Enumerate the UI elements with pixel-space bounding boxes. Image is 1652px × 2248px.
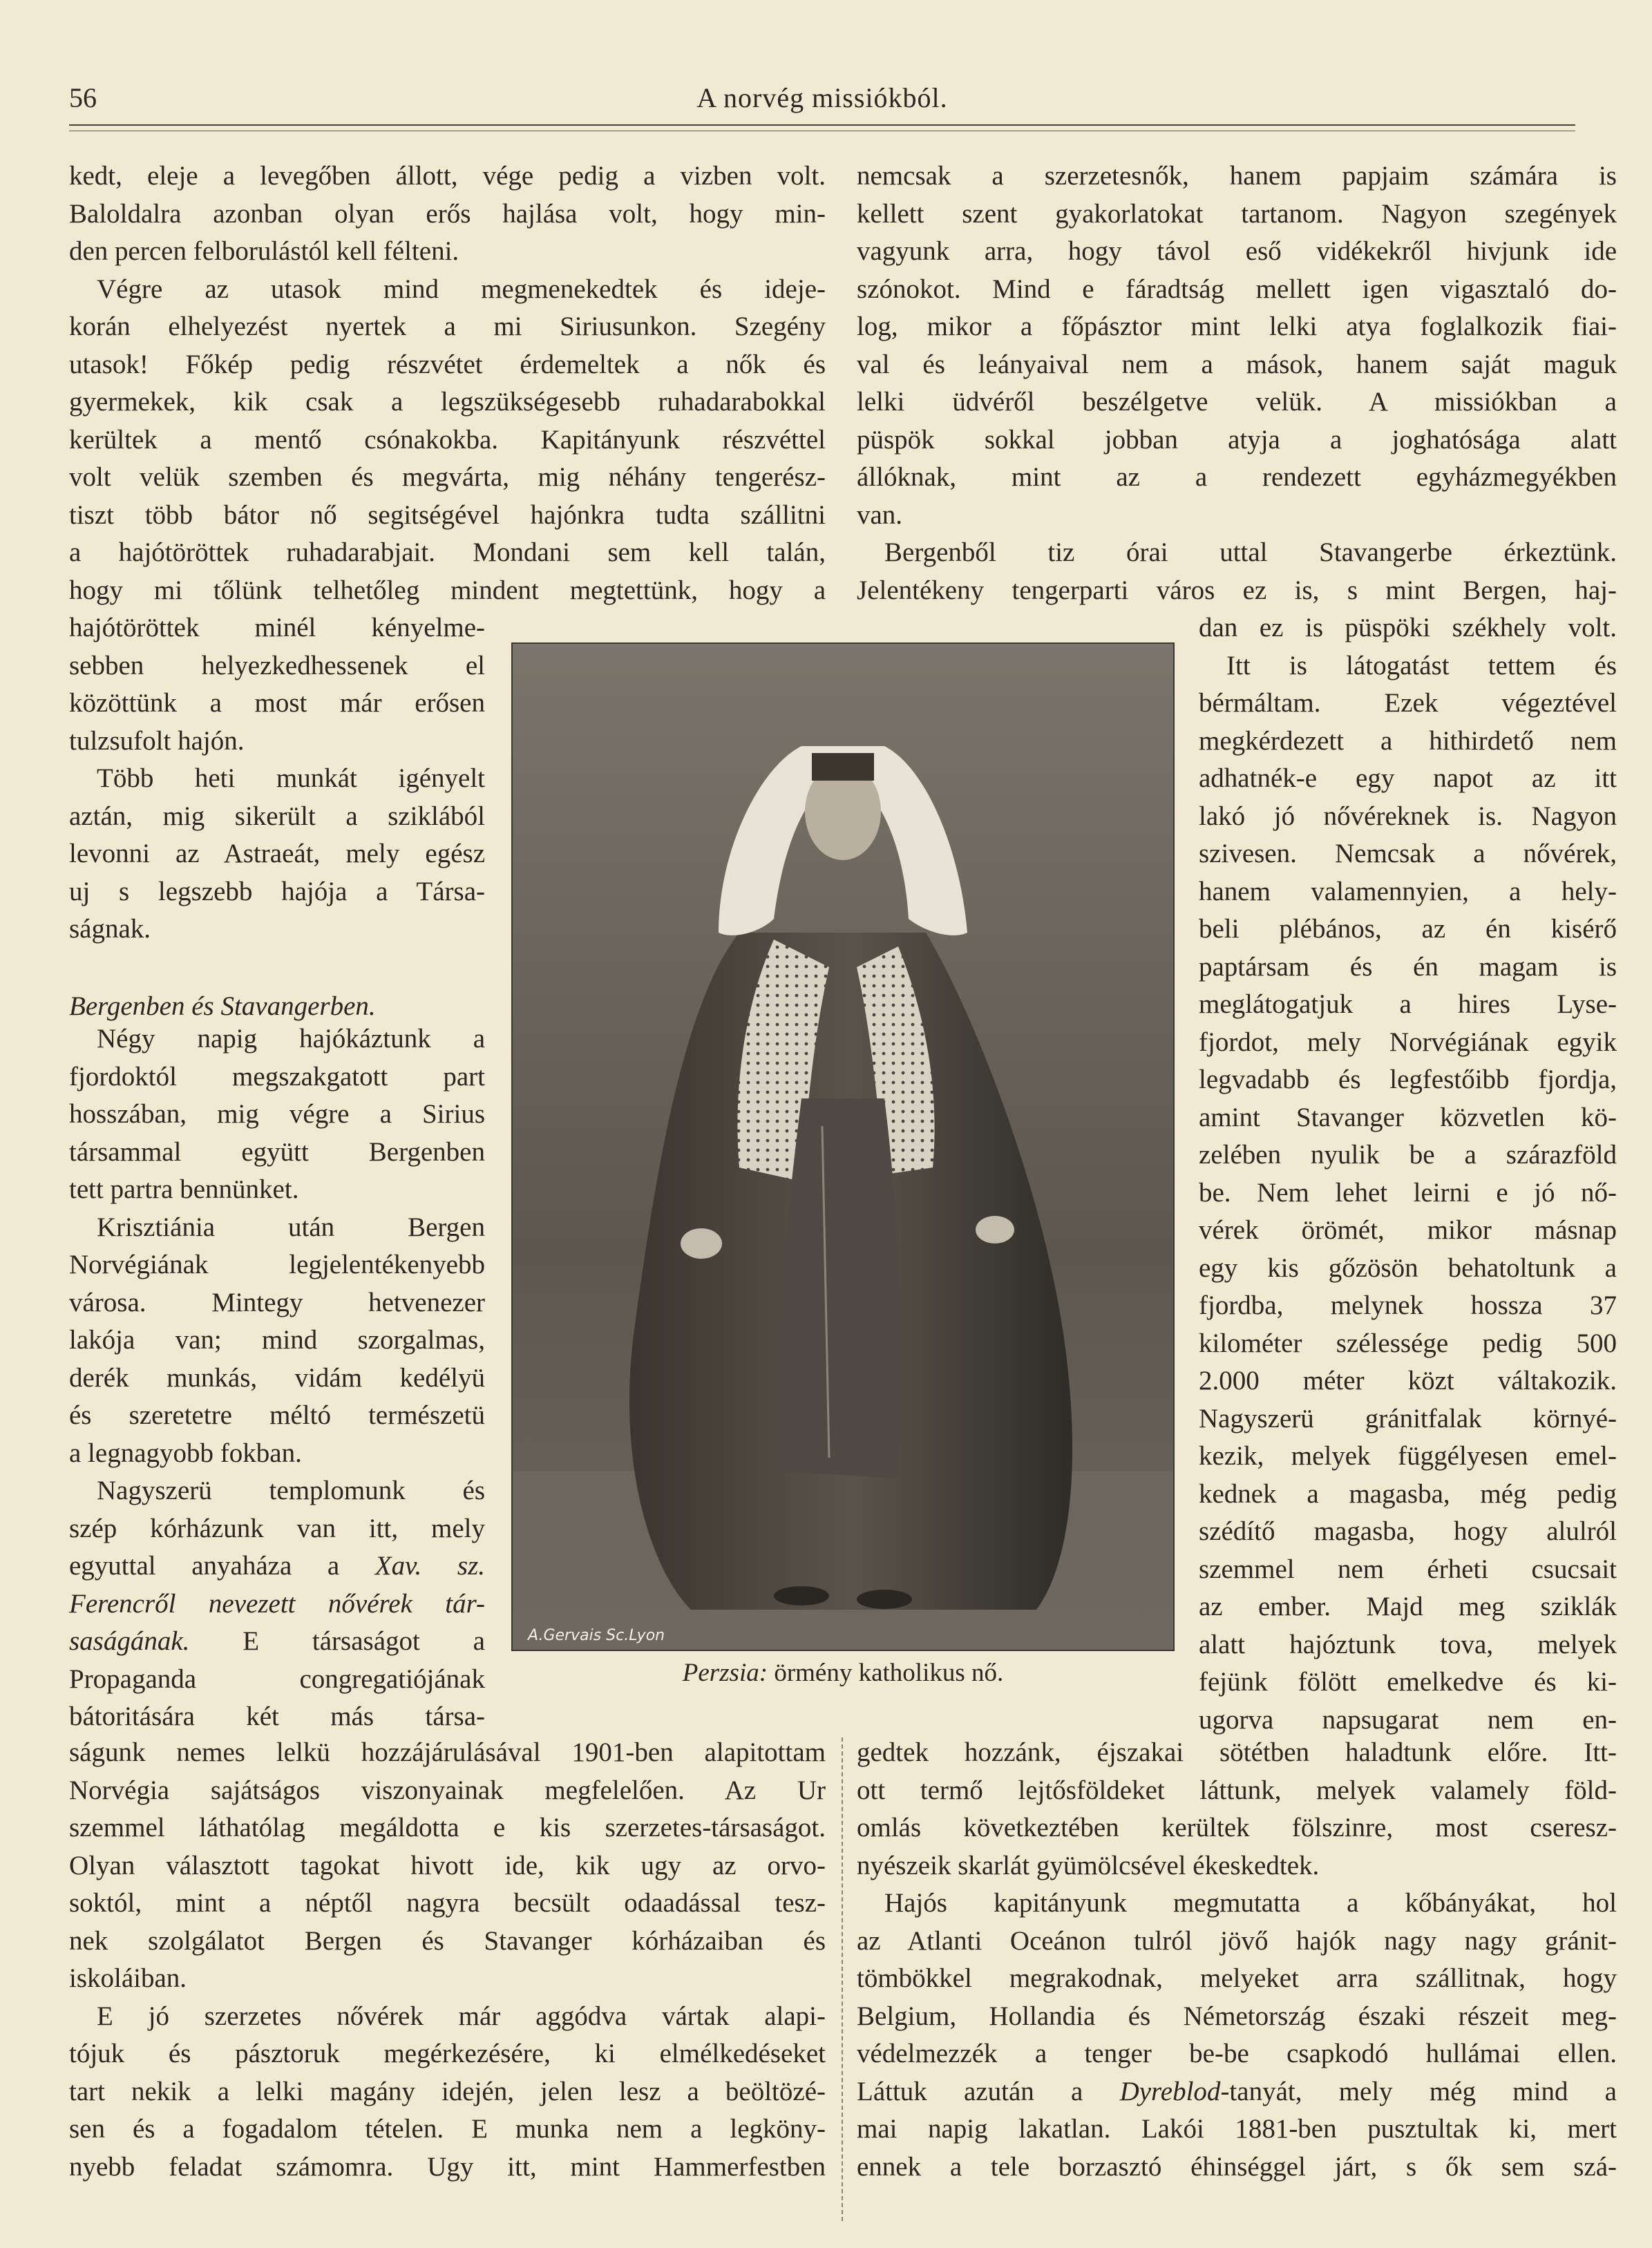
text-line: Ferencről nevezett nővérek tár-: [69, 1588, 485, 1619]
text-line: Norvégiának legjelentékenyebb: [69, 1250, 485, 1279]
running-title: A norvég missiókból.: [696, 82, 948, 113]
text-line: az Atlanti Oceánon tulról jövő hajók nagy nagy gránit-: [857, 1925, 1617, 1956]
text-line: E jó szerzetes nővérek már aggódva vártak alapi-: [97, 2001, 826, 2031]
text-line: ságunk nemes lelkü hozzájárulásával 1901-ben alapitottam: [69, 1737, 826, 1767]
text-line: Propaganda congregatiójának: [69, 1664, 485, 1694]
left-column-narrow: [69, 609, 485, 949]
text-line: ságnak.: [69, 914, 151, 944]
page-header: [69, 82, 1575, 123]
text-line: kezik, melyek függélyesen emel-: [1199, 1441, 1617, 1471]
left-column-narrow-2: [69, 1020, 485, 1736]
text-line: kednek a magasba, még pedig: [1199, 1478, 1617, 1509]
right-column-top: [857, 158, 1617, 609]
text-line: [69, 1547, 485, 1585]
text-line: az ember. Majd meg sziklák: [1199, 1592, 1617, 1621]
photo-credit: A.Gervais Sc.Lyon: [528, 1627, 665, 1644]
text-line: hosszában, mig végre a Sirius: [69, 1099, 485, 1129]
text-line: adhatnék-e egy napot az itt: [1199, 763, 1617, 793]
text-line: Hajós kapitányunk megmutatta a kőbányákat, hol: [884, 1888, 1617, 1918]
header-rule: [69, 124, 1575, 126]
text-line: [69, 1623, 485, 1661]
text-line: alatt hajóztunk tova, melyek: [1199, 1629, 1617, 1659]
text-line: Olyan választott tagokat hivott ide, kik ugy az orvo-: [69, 1850, 826, 1880]
text-line: bérmáltam. Ezek végeztével: [1199, 688, 1617, 718]
text-line: beli plébános, az én kisérő: [1199, 914, 1617, 944]
text-line: közöttünk a most már erősen: [69, 688, 485, 718]
text-line: társammal együtt Bergenben: [69, 1136, 485, 1167]
text-line: kilométer szélessége pedig 500: [1199, 1328, 1617, 1358]
text-fragment: -tanyát, mely még mind a: [1220, 2076, 1617, 2106]
right-column-bottom: [857, 1734, 1617, 2186]
text-line: megkérdezett a hithirdető nem: [1199, 725, 1617, 756]
italic-fragment: Dyreblod: [1083, 2076, 1221, 2106]
text-line: lelki üdvéről beszélgetve velük. A missiókban a: [857, 387, 1617, 417]
caption-place: Perzsia:: [682, 1659, 768, 1687]
text-line: Nagyszerü gránitfalak környé-: [1199, 1403, 1617, 1433]
text-line: szép kórházunk van itt, mely: [69, 1513, 485, 1543]
text-line: nyebb feladat számomra. Ugy itt, mint Hammerfestben: [69, 2151, 826, 2182]
text-line: vérek örömét, mikor másnap: [1199, 1215, 1617, 1245]
left-column-top: [69, 158, 826, 609]
column-divider: [842, 1737, 843, 2221]
text-line: fjordba, melynek hossza 37: [1199, 1290, 1617, 1320]
text-line: Jelentékeny tengerparti város ez is, s mint Bergen, haj-: [857, 575, 1617, 605]
text-line: kedt, eleje a levegőben állott, vége pedig a vizben volt.: [69, 161, 826, 191]
right-column-narrow: [1199, 609, 1617, 1739]
text-line: Láttuk azután a Dyreblod-tanyát, mely még mind a: [857, 2076, 1617, 2106]
text-line: val és leányaival nem a mások, hanem saját maguk: [857, 349, 1617, 379]
text-line: amint Stavanger közvetlen kö-: [1199, 1102, 1617, 1132]
figure-caption: [511, 1658, 1175, 1688]
text-line: fjordot, mely Norvégiának egyik: [1199, 1027, 1617, 1057]
text-line: hanem valamennyien, a hely-: [1199, 876, 1617, 906]
text-line: zelében nyulik be a szárazföld: [1199, 1140, 1617, 1170]
italic-fragment: Xav. sz.: [374, 1551, 485, 1581]
page-number: 56: [69, 82, 97, 113]
text-line: sen és a fogadalom tételen. E munka nem a legköny-: [69, 2114, 826, 2144]
text-line: Krisztiánia után Bergen: [97, 1212, 485, 1242]
text-line: uj s legszebb hajója a Társa-: [69, 876, 485, 906]
italic-fragment: saságának.: [69, 1626, 243, 1656]
text-fragment: egyuttal anyaháza a: [69, 1551, 375, 1581]
text-line: Baloldalra azonban olyan erős hajlása volt, hogy min-: [69, 198, 826, 229]
text-line: szónokot. Mind e fáradtság mellett igen vigasztaló do-: [857, 274, 1617, 304]
text-line: tiszt több bátor nő segitségével hajónkra tudta szállitni: [69, 499, 826, 530]
text-line: gedtek hozzánk, éjszakai sötétben haladtunk előre. Itt-: [857, 1737, 1617, 1767]
text-line: szemmel nem érheti csucsait: [1199, 1554, 1617, 1584]
text-line: tömbökkel megrakodnak, melyeket arra szállitnak, hogy: [857, 1963, 1617, 1993]
text-line: tart nekik a lelki magány idején, jelen lesz a beöltözé-: [69, 2076, 826, 2106]
text-line: Itt is látogatást tettem és: [1226, 650, 1617, 680]
text-line: soktól, mint a néptől nagyra becsült odaadással tesz-: [69, 1888, 826, 1918]
text-line: derék munkás, vidám kedélyü: [69, 1362, 485, 1393]
text-line: egy kis gőzösön behatoltunk a: [1199, 1252, 1617, 1283]
text-line: utasok! Főkép pedig részvétet érdemeltek a nők és: [69, 349, 826, 379]
text-line: szédítő magasba, hogy alulról: [1199, 1516, 1617, 1546]
text-line: be. Nem lehet leirni e jó nő-: [1199, 1177, 1617, 1208]
text-line: Nagyszerü templomunk és: [97, 1476, 485, 1505]
text-line: 2.000 méter közt váltakozik.: [1199, 1366, 1617, 1396]
text-line: védelmezzék a tenger be-be csapkodó hullámai ellen.: [857, 2039, 1617, 2068]
text-line: hajótöröttek minél kényelme-: [69, 613, 485, 642]
text-line: dan ez is püspöki székhely volt.: [1199, 613, 1617, 642]
text-line: korán elhelyezést nyertek a mi Siriusunkon. Szegény: [69, 312, 826, 341]
text-line: ugorva napsugarat nem en-: [1199, 1704, 1617, 1735]
text-line: tulzsufolt hajón.: [69, 725, 245, 756]
text-line: nyészeik skarlát gyümölcsével ékeskedtek.: [857, 1850, 1320, 1880]
text-line: szivesen. Nemcsak a nővérek,: [1199, 839, 1617, 868]
text-line: log, mikor a főpásztor mint lelki atya foglalkozik fiai-: [857, 312, 1617, 341]
text-line: paptársam és én magam is: [1199, 951, 1617, 982]
text-line: Több heti munkát igényelt: [97, 763, 485, 793]
text-line: és szeretetre méltó természetü: [69, 1400, 485, 1430]
text-line: fjordoktól megszakgatott part: [69, 1061, 485, 1092]
text-line: meglátogatjuk a hires Lyse-: [1199, 989, 1617, 1019]
caption-text: örmény katholikus nő.: [774, 1659, 1004, 1687]
text-line: vagyunk arra, hogy távol eső vidékekről hivjunk ide: [857, 236, 1617, 266]
text-line: omlás következtében kerültek fölszinre, most cseresz-: [857, 1813, 1617, 1842]
text-line: Bergenből tiz órai uttal Stavangerbe érkeztünk.: [884, 537, 1617, 567]
text-line: bátoritására két más társa-: [69, 1702, 485, 1731]
text-line: tójuk és pásztoruk megérkezésére, ki elmélkedéseket: [69, 2039, 826, 2068]
text-line: kerültek a mentő csónakokba. Kapitányunk részvéttel: [69, 424, 826, 455]
text-line: levonni az Astraeát, mely egész: [69, 839, 485, 868]
text-line: lakó jó nővéreknek is. Nagyon: [1199, 801, 1617, 831]
text-line: állóknak, mint az a rendezett egyházmegyékben: [857, 462, 1617, 492]
text-line: püspök sokkal jobban atyja a joghatósága alatt: [857, 424, 1617, 455]
text-line: a hajótöröttek ruhadarabjait. Mondani sem kell talán,: [69, 537, 826, 567]
text-line: kellett szent gyakorlatokat tartanom. Nagyon szegények: [857, 198, 1617, 229]
text-line: Norvégia sajátságos viszonyainak megfelelően. Az Ur: [69, 1775, 826, 1805]
section-heading: Bergenben és Stavangerben.: [69, 991, 376, 1021]
figure: [511, 642, 1175, 1644]
text-line: den percen felborulástól kell félteni.: [69, 236, 459, 266]
text-line: Négy napig hajókáztunk a: [97, 1024, 485, 1054]
text-line: szemmel láthatólag megáldotta e kis szerzetes-társaságot.: [69, 1813, 826, 1842]
text-line: a legnagyobb fokban.: [69, 1438, 302, 1468]
portrait-photo: [511, 642, 1175, 1651]
text-line: hogy mi tőlünk telhetőleg mindent megtettünk, hogy a: [69, 575, 826, 605]
text-line: gyermekek, kik csak a legszükségesebb ruhadarabokkal: [69, 387, 826, 417]
left-column-bottom: [69, 1734, 826, 2186]
text-line: városa. Mintegy hetvenezer: [69, 1287, 485, 1317]
text-line: volt velük szemben és megvárta, mig néhány tengerész-: [69, 462, 826, 492]
text-line: Végre az utasok mind megmenekedtek és ideje-: [97, 274, 826, 304]
text-line: Belgium, Hollandia és Németország északi részeit meg-: [857, 2001, 1617, 2031]
text-line: ott termő lejtősföldeket láttunk, melyek valamely föld-: [857, 1775, 1617, 1805]
text-line: ennek a tele borzasztó éhinséggel járt, s ők sem szá-: [857, 2151, 1617, 2182]
text-line: nemcsak a szerzetesnők, hanem papjaim számára is: [857, 161, 1617, 191]
text-line: van.: [857, 499, 903, 530]
text-line: lakója van; mind szorgalmas,: [69, 1325, 485, 1355]
text-line: fejünk fölött emelkedve és ki-: [1199, 1667, 1617, 1697]
text-line: legvadabb és legfestőibb fjordja,: [1199, 1065, 1617, 1094]
portrait-illustration: [511, 642, 1175, 1651]
text-line: aztán, mig sikerült a sziklából: [69, 801, 485, 831]
text-line: sebben helyezkedhessenek el: [69, 650, 485, 680]
text-line: iskoláiban.: [69, 1963, 187, 1993]
text-line: nek szolgálatot Bergen és Stavanger kórházaiban és: [69, 1925, 826, 1956]
text-fragment: E társaságot a: [243, 1626, 485, 1656]
text-line: tett partra bennünket.: [69, 1174, 299, 1204]
text-line: mai napig lakatlan. Lakói 1881-ben pusztultak ki, mert: [857, 2114, 1617, 2144]
